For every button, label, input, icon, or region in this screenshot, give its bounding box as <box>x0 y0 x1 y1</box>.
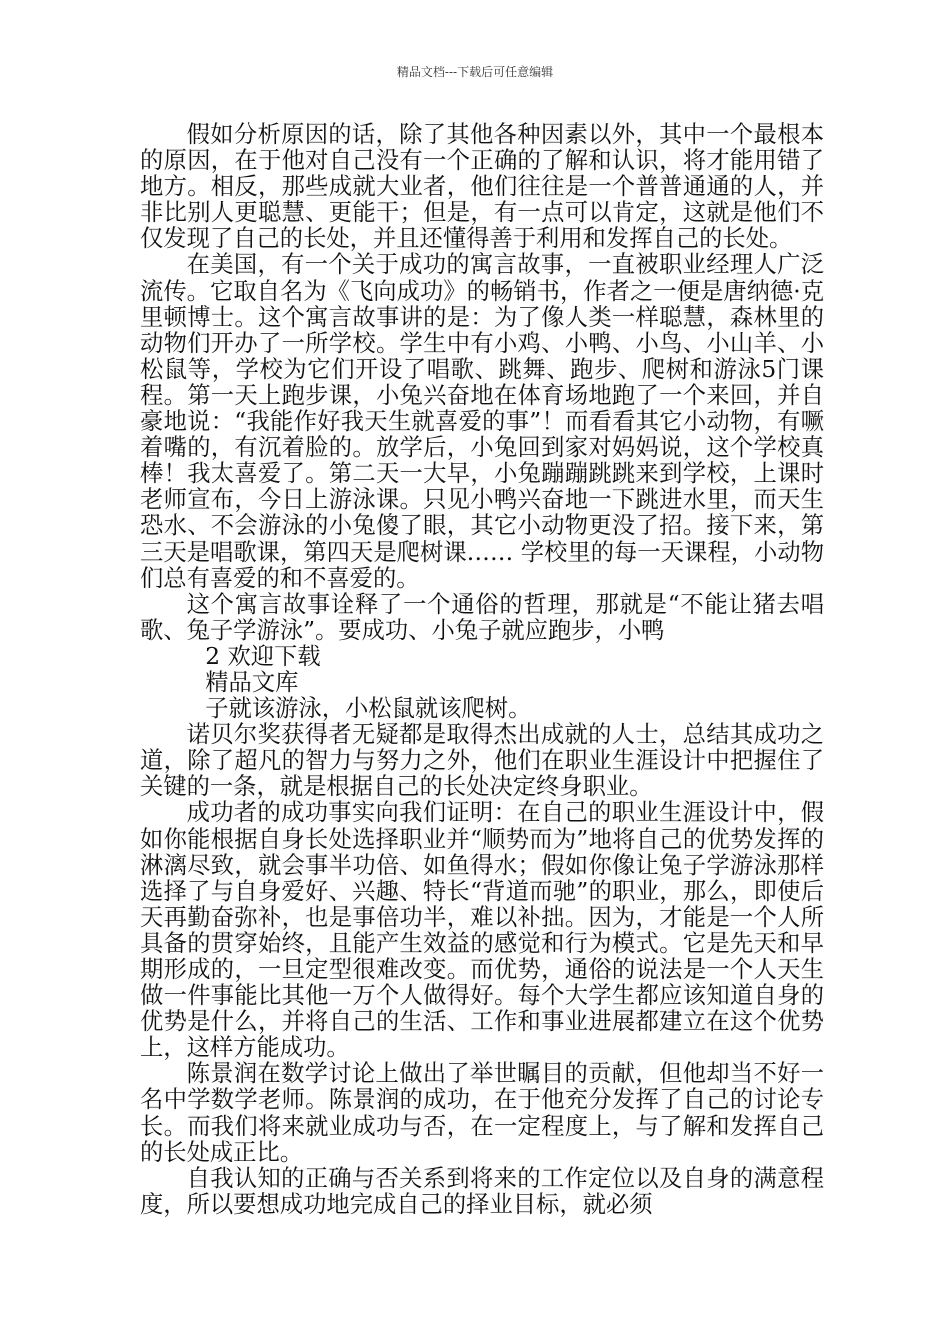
paragraph-6: 陈景润在数学讨论上做出了举世瞩目的贡献，但他却当不好一名中学数学老师。陈景润的成功，在于他充分发挥了自己的讨论专长。而我们将来就业成功与否，在一定程度上，与了解和发挥自己的长处成正比。 <box>140 1060 824 1166</box>
paragraph-3: 这个寓言故事诠释了一个通俗的哲理，那就是“不能让猪去唱歌、兔子学游泳”。要成功、小兔子就应跑步，小鸭 <box>140 590 824 644</box>
page-footer-library: 精品文库 <box>205 668 299 696</box>
paragraph-7: 自我认知的正确与否关系到将来的工作定位以及自身的满意程度，所以要想成功地完成自己的择业目标，就必须 <box>140 1164 824 1218</box>
paragraph-1: 假如分析原因的话，除了其他各种因素以外，其中一个最根本的原因，在于他对自己没有一个正确的了解和认识，将才能用错了地方。相反，那些成就大业者，他们往往是一个普普通通的人，并非比别人更聪慧、更能干；但是，有一点可以肯定，这就是他们不仅发现了自己的长处，并且还懂得善于利用和发挥自己的长处。 <box>140 121 824 253</box>
page-header: 精品文档---下载后可任意编辑 <box>396 65 554 79</box>
paragraph-5: 成功者的成功事实向我们证明：在自己的职业生涯设计中，假如你能根据自身长处选择职业并“顺势而为”地将自己的优势发挥的淋漓尽致，就会事半功倍、如鱼得水；假如你像让兔子学游泳那样选择了与自身爱好、兴趣、特长“背道而驰”的职业，那么，即使后天再勤奋弥补，也是事倍功半，难以补拙。因为，才能是一个人所具备的贯穿始终，且能产生效益的感觉和行为模式。它是先天和早期形成的，一旦定型很难改变。而优势，通俗的说法是一个人天生做一件事能比其他一万个人做得好。每个大学生都应该知道自身的优势是什么，并将自己的生活、工作和事业进展都建立在这个优势上，这样方能成功。 <box>140 799 824 1062</box>
document-body <box>140 122 824 1218</box>
paragraph-2: 在美国，有一个关于成功的寓言故事，一直被职业经理人广泛流传。它取自名为《飞向成功》的畅销书，作者之一便是唐纳德·克里顿博士。这个寓言故事讲的是：为了像人类一样聪慧，森林里的动物们开办了一所学校。学生中有小鸡、小鸭、小鸟、小山羊、小松鼠等，学校为它们开设了唱歌、跳舞、跑步、爬树和游泳5门课程。第一天上跑步课，小兔兴奋地在体育场地跑了一个来回，并自豪地说：“我能作好我天生就喜爱的事”！而看看其它小动物，有噘着嘴的，有沉着脸的。放学后，小兔回到家对妈妈说，这个学校真棒！我太喜爱了。第二天一大早，小兔蹦蹦跳跳来到学校，上课时老师宣布，今日上游泳课。只见小鸭兴奋地一下跳进水里，而天生恐水、不会游泳的小兔傻了眼，其它小动物更没了招。接下来，第三天是唱歌课，第四天是爬树课…… 学校里的每一天课程，小动物们总有喜爱的和不喜爱的。 <box>140 251 824 592</box>
page-footer-number: 2 欢迎下载 <box>205 642 321 670</box>
continuation-line: 子就该游泳，小松鼠就该爬树。 <box>205 695 532 723</box>
paragraph-4: 诺贝尔奖获得者无疑都是取得杰出成就的人士，总结其成功之道，除了超凡的智力与努力之外，他们在职业生涯设计中把握住了关键的一条，就是根据自己的长处决定终身职业。 <box>140 721 824 801</box>
